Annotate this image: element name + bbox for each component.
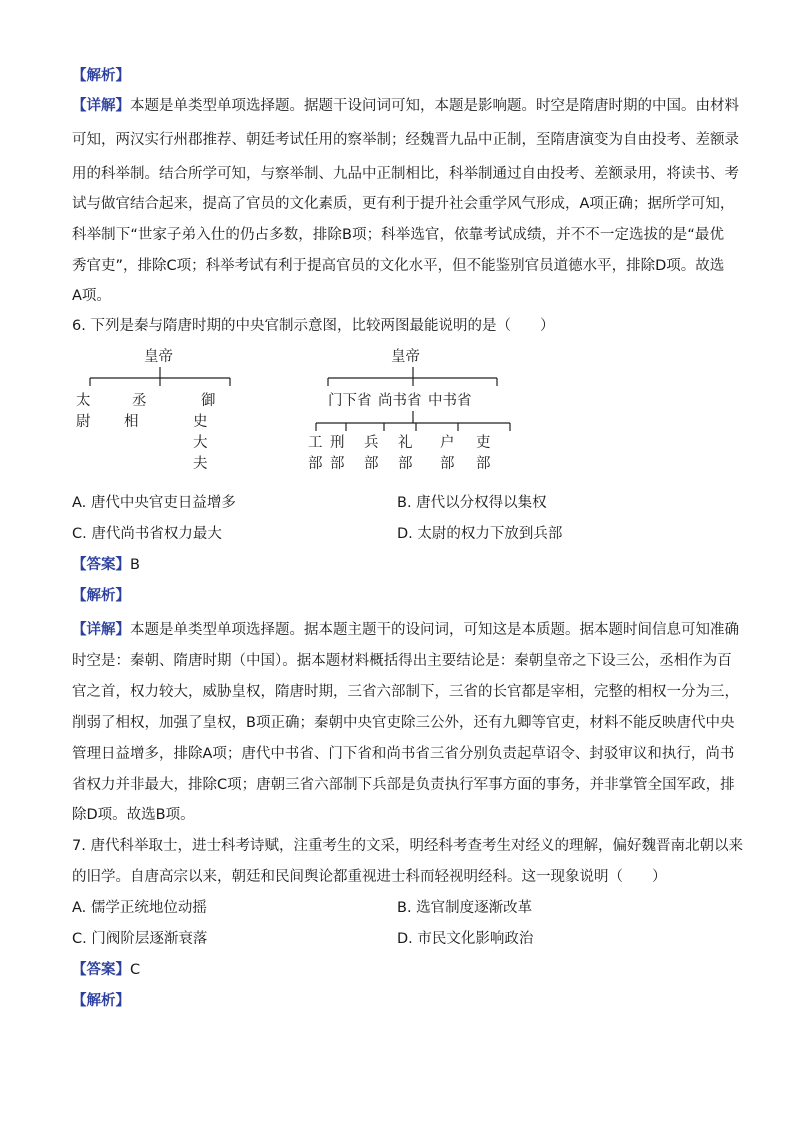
q6-detail-line-0: 【详解】本题是单类型单项选择题。据本题主题干的设问词，可知这是本质题。据本题时间信息可知准确: [72, 622, 739, 638]
tang-sheng-menxia: 门下省: [328, 393, 372, 409]
q6-detail-line-3: 削弱了相权，加强了皇权，B项正确；秦朝中央官吏除三公外，还有九卿等官吏，材料不能反映唐代中央: [72, 715, 735, 731]
qin-emperor-node: 皇帝: [144, 349, 173, 365]
tang-bu-li2-1: 部: [476, 456, 491, 472]
q6-detail-line-2: 官之首，权力较大，威胁皇权，隋唐时期，三省六部制下，三省的长官都是宰相，完整的相权一分为三，: [72, 684, 739, 700]
q6-option-d: D. 太尉的权力下放到兵部: [397, 526, 563, 542]
q6-detail-line-1: 时空是：秦朝、隋唐时期（中国）。据本题材料概括得出主要结论是：秦朝皇帝之下设三公，丞相作为百: [72, 653, 732, 669]
q5-detail-line-0: 【详解】本题是单类型单项选择题。据题干设问词可知，本题是影响题。时空是隋唐时期的中国。由材料: [72, 98, 739, 114]
q6-detail-line-4: 管理日益增多，排除A项；唐代中书省、门下省和尚书省三省分别负责起草诏令、封驳审议和执行，尚书: [72, 746, 735, 762]
q6-option-b: B. 唐代以分权得以集权: [397, 495, 547, 511]
q7-jiexi-label: 【解析】: [72, 993, 130, 1009]
q6-jiexi-label: 【解析】: [72, 588, 130, 604]
q5-detail-line-4: 科举制下“世家子弟入仕的仍占多数，排除B项；科举选官，依靠考试成绩，并不不一定选拔的是“最优: [72, 227, 724, 243]
q5-detail-line-1: 可知，两汉实行州郡推荐、朝廷考试任用的察举制；经魏晋九品中正制，至隋唐演变为自由投考、差额录: [72, 132, 739, 148]
tang-bu-li2-0: 吏: [476, 435, 491, 451]
q6-option-c: C. 唐代尚书省权力最大: [72, 526, 222, 542]
q7-option-d: D. 市民文化影响政治: [397, 931, 534, 947]
tang-bu-xing-0: 刑: [330, 435, 345, 451]
tang-sheng-shangshu: 尚书省: [378, 393, 422, 409]
q5-detail-line-6: A项。: [72, 288, 111, 304]
tang-bu-hu-1: 部: [440, 456, 455, 472]
q7-stem-line-0: 7. 唐代科举取士，进士科考诗赋，注重考生的文采，明经科考查考生对经义的理解，偏好魏晋南北朝以来: [72, 838, 743, 854]
q6-option-a: A. 唐代中央官吏日益增多: [72, 495, 236, 511]
q7-option-a: A. 儒学正统地位动摇: [72, 900, 207, 916]
q7-option-b: B. 选官制度逐渐改革: [397, 900, 533, 916]
tang-bu-gong-1: 部: [308, 456, 323, 472]
qin-node-yushi-2: 大: [193, 435, 208, 451]
qin-node-yushi-0: 御: [201, 393, 216, 409]
q6-detail-line-5: 省权力并非最大，排除C项；唐朝三省六部制下兵部是负责执行军事方面的事务，并非掌管全国军政，排: [72, 777, 735, 793]
q5-detail-line-2: 用的科举制。结合所学可知，与察举制、九品中正制相比，科举制通过自由投考、差额录用，将读书、考: [72, 166, 739, 182]
q5-detail-line-3: 试与做官结合起来，提高了官员的文化素质，更有利于提升社会重学风气形成，A项正确；据所学可知，: [72, 196, 735, 212]
q6-answer: 【答案】B: [72, 557, 140, 573]
qin-node-chengxiang-1: 相: [124, 414, 139, 430]
qin-node-yushi-3: 夫: [193, 456, 208, 472]
q5-detail-line-5: 秀官吏”，排除C项；科举考试有利于提高官员的文化水平，但不能鉴别官员道德水平，排除D项。故选: [72, 258, 725, 274]
q5-jiexi-label: 【解析】: [72, 68, 130, 84]
tang-bu-hu-0: 户: [440, 435, 455, 451]
tang-bu-li-1: 部: [398, 456, 413, 472]
q7-option-c: C. 门阀阶层逐渐衰落: [72, 931, 208, 947]
q6-detail-line-6: 除D项。故选B项。: [72, 807, 195, 823]
qin-node-yushi-1: 史: [193, 414, 208, 430]
tang-sheng-zhongshu: 中书省: [428, 393, 472, 409]
qin-node-taiwei-1: 尉: [76, 414, 91, 430]
tang-bu-xing-1: 部: [330, 456, 345, 472]
q7-answer: 【答案】C: [72, 962, 141, 978]
qin-node-taiwei-0: 太: [76, 393, 91, 409]
tang-emperor-node: 皇帝: [391, 349, 420, 365]
tang-bu-bing-1: 部: [364, 456, 379, 472]
q7-stem-line-1: 的旧学。自唐高宗以来，朝廷和民间舆论都重视进士科而轻视明经科。这一现象说明（ ）: [72, 869, 667, 885]
qin-node-chengxiang-0: 丞: [132, 393, 147, 409]
tang-bu-li-0: 礼: [398, 435, 413, 451]
tang-bu-bing-0: 兵: [364, 435, 379, 451]
tang-bu-gong-0: 工: [308, 435, 323, 451]
q6-stem: 6. 下列是秦与隋唐时期的中央官制示意图，比较两图最能说明的是（ ）: [72, 318, 555, 334]
